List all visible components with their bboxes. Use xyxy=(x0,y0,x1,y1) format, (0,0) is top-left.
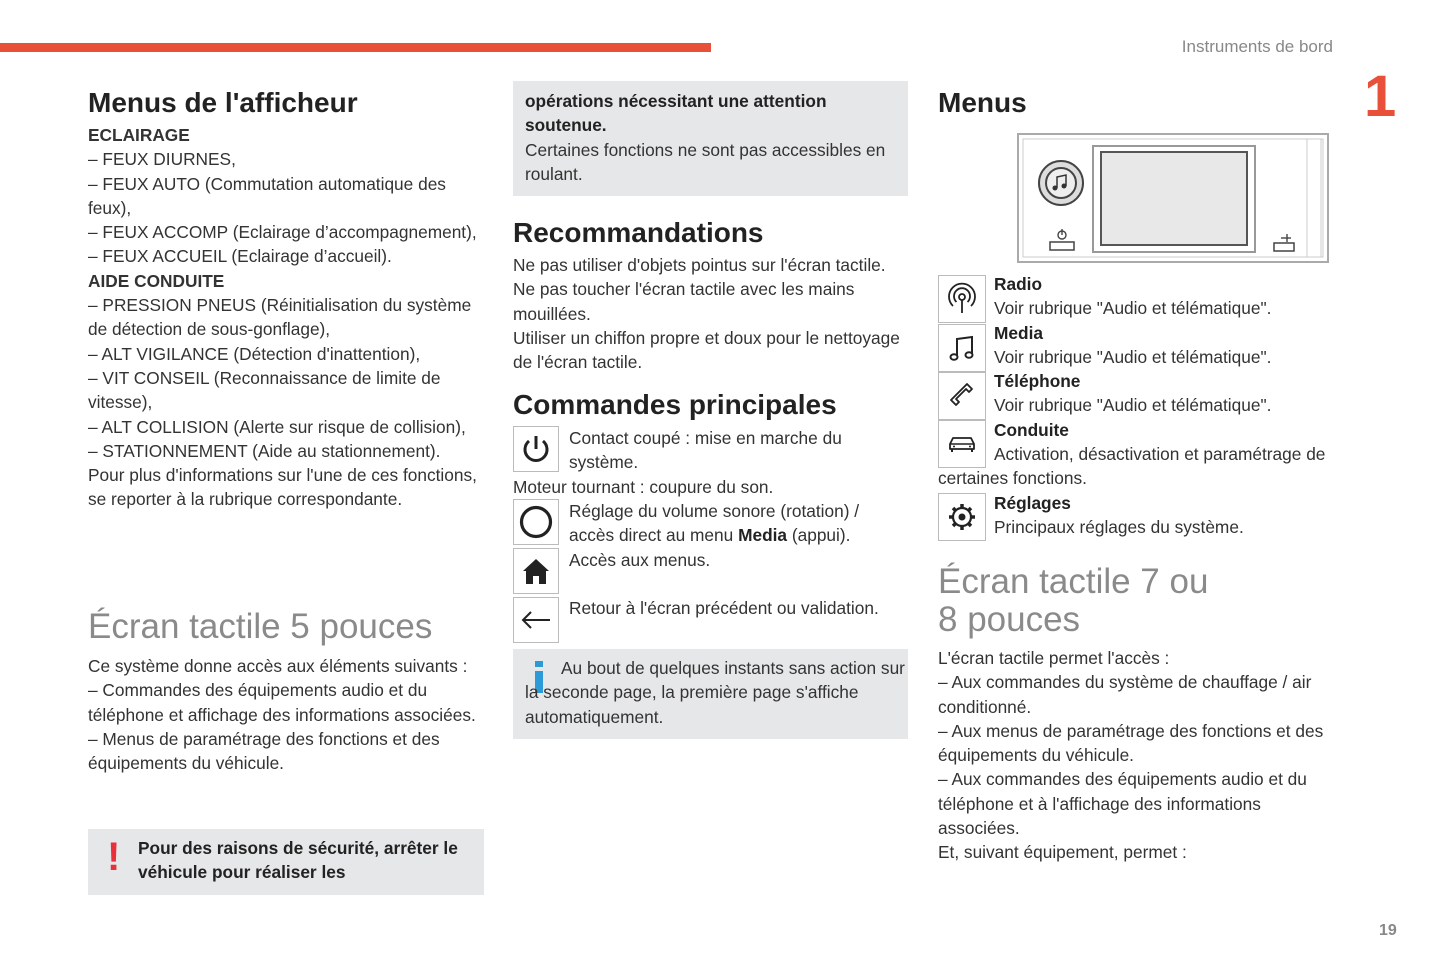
list-item: – ALT COLLISION (Alerte sur risque de collision), xyxy=(88,416,466,437)
warning-icon: ! xyxy=(107,835,121,879)
screen78-body xyxy=(938,646,1328,865)
screen78-title xyxy=(938,563,1338,639)
screen78-intro: L'écran tactile permet l'accès : xyxy=(938,648,1170,668)
screen5-body xyxy=(88,654,483,775)
power-button-icon xyxy=(513,426,559,472)
back-text: Retour à l'écran précédent ou validation. xyxy=(569,598,879,618)
menu-item-conduite-desc: Activation, désactivation et paramétrage de certaines fonctions. xyxy=(938,444,1326,489)
menu-item-title: Réglages xyxy=(994,493,1071,513)
commandes-title: Commandes principales xyxy=(513,389,837,420)
section-title: Instruments de bord xyxy=(1181,37,1333,56)
warning-cont-bold: opérations nécessitant une attention soutenue. xyxy=(525,91,827,136)
page-number: 19 xyxy=(1379,922,1397,939)
screen5-title: Écran tactile 5 pouces xyxy=(88,607,433,646)
list-item: – Menus de paramétrage des fonctions et des équipements du véhicule. xyxy=(88,728,440,774)
engine-text: Moteur tournant : coupure du son. xyxy=(513,477,774,497)
screen78-outro: Et, suivant équipement, permet : xyxy=(938,842,1187,863)
list-item: – STATIONNEMENT (Aide au stationnement). xyxy=(88,440,441,461)
menu-item-desc: Principaux réglages du système. xyxy=(994,517,1244,538)
menu-item-title: Media xyxy=(994,323,1043,343)
home-icon xyxy=(513,548,559,594)
header-accent-bar xyxy=(0,43,711,52)
list-item: – FEUX AUTO (Commutation automatique des feux), xyxy=(88,173,446,218)
screen5-intro: Ce système donne accès aux éléments suivants : xyxy=(88,656,468,676)
menu-item-radio xyxy=(994,272,1334,321)
volume-text-1: Réglage du volume sonore (rotation) / accès direct au menu xyxy=(569,501,860,546)
music-note-icon xyxy=(938,324,986,372)
list-item: – FEUX DIURNES, xyxy=(88,149,236,170)
touchscreen-unit-illustration xyxy=(1017,133,1329,263)
menu-item-desc: Voir rubrique "Audio et télématique". xyxy=(994,347,1272,368)
warning-cont-text: Certaines fonctions ne sont pas accessibles en roulant. xyxy=(525,139,886,184)
power-text: Contact coupé : mise en marche du système. xyxy=(569,428,842,473)
recommandation-line: Ne pas utiliser d'objets pointus sur l'écran tactile. xyxy=(513,255,886,275)
recommandation-line: Ne pas toucher l'écran tactile avec les mains mouillées. xyxy=(513,279,855,324)
back-arrow-icon xyxy=(513,597,559,643)
radio-icon xyxy=(938,275,986,323)
volume-text-2: (appui). xyxy=(787,525,851,546)
volume-text xyxy=(569,499,899,548)
menu-item-telephone xyxy=(994,369,1334,418)
list-item: – FEUX ACCUEIL (Eclairage d’accueil). xyxy=(88,246,392,267)
recommandations-body xyxy=(513,253,911,374)
column-1 xyxy=(88,86,483,512)
volume-text-bold: Media xyxy=(738,525,788,546)
list-item: – VIT CONSEIL (Reconnaissance de limite de vitesse), xyxy=(88,367,441,413)
aide-heading: AIDE CONDUITE xyxy=(88,270,225,291)
afficheur-body xyxy=(88,123,483,512)
list-item: – PRESSION PNEUS (Réinitialisation du système de détection de sous-gonflage), xyxy=(88,295,472,340)
menus-title: Menus xyxy=(938,87,1027,118)
volume-knob-icon xyxy=(513,499,559,545)
warning-continuation-box xyxy=(513,81,908,196)
recommandation-line: Utiliser un chiffon propre et doux pour le nettoyage de l'écran tactile. xyxy=(513,327,900,373)
menu-item-title: Conduite xyxy=(994,420,1069,440)
recommandations-title: Recommandations xyxy=(513,217,764,248)
list-item: – FEUX ACCOMP (Eclairage d’accompagnement), xyxy=(88,222,477,243)
list-item: – Aux menus de paramétrage des fonctions et des équipements du véhicule. xyxy=(938,720,1324,766)
phone-icon xyxy=(938,372,986,420)
menu-item-desc: Voir rubrique "Audio et télématique". xyxy=(994,298,1272,319)
gear-icon xyxy=(938,493,986,541)
more-info-text: Pour plus d'informations sur l'une de ces fonctions, se reporter à la rubrique correspondante. xyxy=(88,465,477,510)
menu-item-desc: Voir rubrique "Audio et télématique". xyxy=(994,395,1272,416)
safety-warning-box xyxy=(88,829,484,895)
menu-item-title: Radio xyxy=(994,274,1043,294)
afficheur-title: Menus de l'afficheur xyxy=(88,87,358,118)
list-item: – Aux commandes du système de chauffage / air conditionné. xyxy=(938,672,1312,717)
list-item: – Commandes des équipements audio et du téléphone et affichage des informations associées. xyxy=(88,680,476,725)
menu-item-title: Téléphone xyxy=(994,371,1081,391)
screen78-title-line1: Écran tactile 7 ou xyxy=(938,562,1209,601)
list-item: – Aux commandes des équipements audio et du téléphone et à l'affichage des informations associées. xyxy=(938,769,1307,839)
info-text: Au bout de quelques instants sans action sur la seconde page, la première page s'affiche automatiquement. xyxy=(525,658,905,727)
eclairage-heading: ECLAIRAGE xyxy=(88,125,190,145)
home-text: Accès aux menus. xyxy=(569,550,711,570)
menu-item-conduite-title xyxy=(994,418,1334,442)
screen78-title-line2: 8 pouces xyxy=(938,600,1081,639)
menu-item-media xyxy=(994,321,1334,370)
menu-item-reglages xyxy=(994,491,1334,540)
list-item: – ALT VIGILANCE (Détection d'inattention), xyxy=(88,343,421,364)
warning-text: Pour des raisons de sécurité, arrêter le véhicule pour réaliser les xyxy=(138,838,458,883)
info-box xyxy=(513,649,908,739)
chapter-number: 1 xyxy=(1364,64,1397,129)
